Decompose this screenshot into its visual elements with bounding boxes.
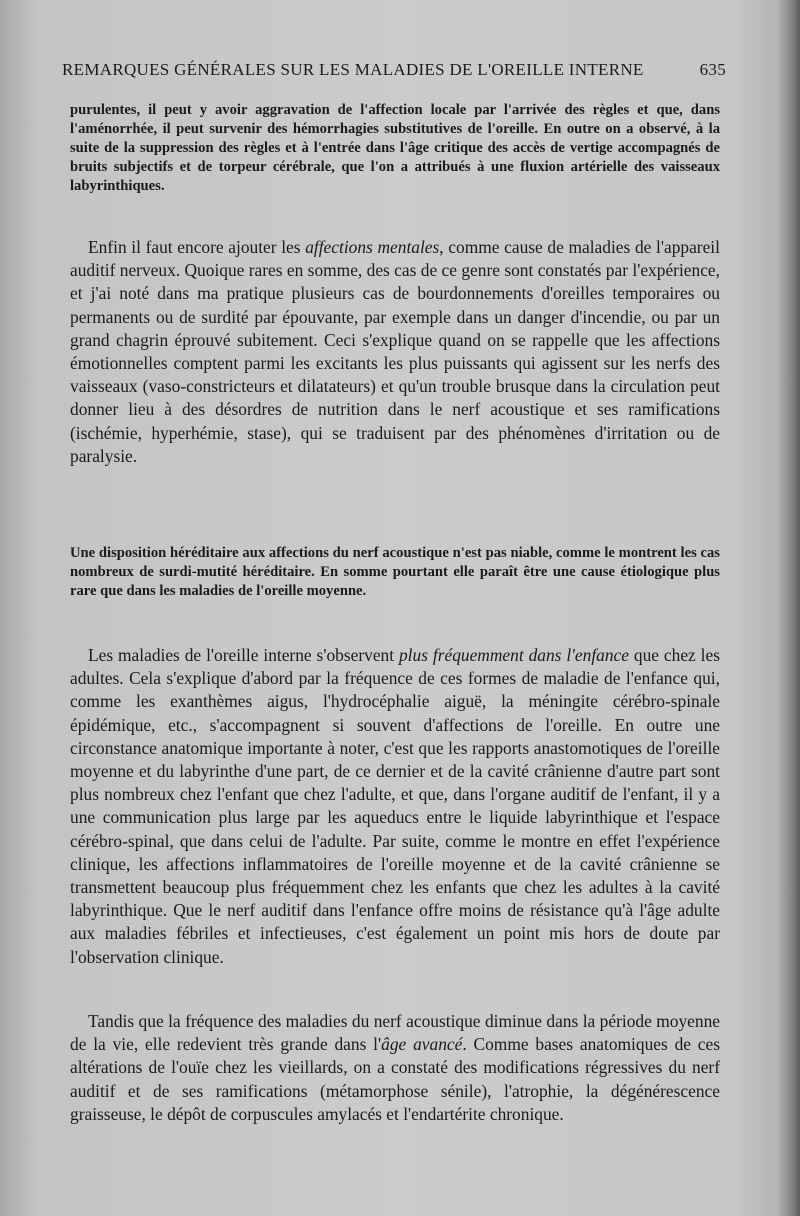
p2-emphasis: affections mentales [305,237,440,257]
p2-after: , comme cause de maladies de l'appareil auditif nerveux. Quoique rares en somme, des cas de ce genre sont constatés par l'expérience, et j'ai noté dans ma pratique plusieurs cas de bourdonnements d'oreilles temporaires ou permanents ou de surdité par épouvante, par exemple dans un danger d'incendie, ou par un grand chagrin éprouvé subitement. Ceci s'explique quand on se rappelle que les affections émotionnelles comptent parmi les excitants les plus puissants qui agissent sur les nerfs des vaisseaux (vaso-constricteurs et dilatateurs) et qu'un trouble brusque dans la circulation peut donner lieu à des désordres de nutrition dans le nerf acoustique et ses ramifications (ischémie, hyperhémie, stase), qui se traduisent par des phénomènes d'irritation ou de paralysie. [70,237,720,466]
paragraph-mental-affections [70,236,720,468]
p4-after: que chez les adultes. Cela s'explique d'abord par la fréquence de ces formes de maladie de l'enfance qui, comme les exanthèmes aigus, l'hydrocéphalie aiguë, la méningite cérébro-spinale épidémique, etc., s'accompagnent si souvent d'affections de l'oreille. En outre une circonstance anatomique importante à noter, c'est que les rapports anastomotiques de l'oreille moyenne et du labyrinthe d'une part, de ce dernier et de la cavité crânienne d'autre part sont plus nombreux chez l'enfant que chez l'adulte, et que, dans l'organe auditif de l'enfant, il y a une communication plus large par les aqueducs entre le liquide labyrinthique et l'espace cérébro-spinal, que dans celui de l'adulte. Par suite, comme le montre en effet l'expérience clinique, les affections inflammatoires de l'oreille moyenne et de la cavité crânienne se transmettent beaucoup plus fréquemment chez les enfants que chez les adultes à la cavité labyrinthique. Que le nerf auditif dans l'enfance offre moins de résistance qu'à l'âge adulte aux maladies fébriles et infectieuses, c'est également un point mis hors de doute par l'observation clinique. [70,645,720,967]
p4-emphasis: plus fréquemment dans l'enfance [398,645,629,665]
p5-emphasis: âge avancé [381,1034,463,1055]
p5-after: . Comme bases anatomiques de ces altérations de l'ouïe chez les vieillards, on a constaté des modifications régressives du nerf auditif et de ses ramifications (métamorphose sénile), l'atrophie, la dégénérescence graisseuse, le dépôt de corpuscules amylacés et l'endartérite chronique. [70,1034,721,1124]
paragraph-old-age [70,1010,720,1126]
paragraph-menstruation: purulentes, il peut y avoir aggravation de l'affection locale par l'arrivée des règles et que, dans l'aménorrhée, il peut survenir des hémorrhagies substitutives de l'oreille. En outre on a observé, à la suite de la suppression des règles et à l'entrée dans l'âge critique des accès de vertige accompagnés de bruits subjectifs et de torpeur cérébrale, que l'on a attribués à une fluxion artérielle des vaisseaux labyrinthiques. [70,102,720,194]
p5-before: Tandis que la fréquence des maladies du nerf acoustique diminue dans la période moyenne de la vie, elle redevient très grande dans l' [70,1011,720,1055]
page-number: 635 [699,60,726,79]
paragraph-childhood [70,644,720,969]
paragraph-heredity: Une disposition héréditaire aux affections du nerf acoustique n'est pas niable, comme le montrent les cas nombreux de surdi-mutité héréditaire. En somme pourtant elle paraît être une cause étiologique plus rare que dans les maladies de l'oreille moyenne. [70,545,720,599]
running-head: REMARQUES GÉNÉRALES SUR LES MALADIES DE L'OREILLE INTERNE [62,60,644,79]
page-header [62,60,726,80]
p2-before: Enfin il faut encore ajouter les [88,237,306,257]
p4-before: Les maladies de l'oreille interne s'observent [88,645,399,665]
book-spine-shadow [778,0,800,1216]
